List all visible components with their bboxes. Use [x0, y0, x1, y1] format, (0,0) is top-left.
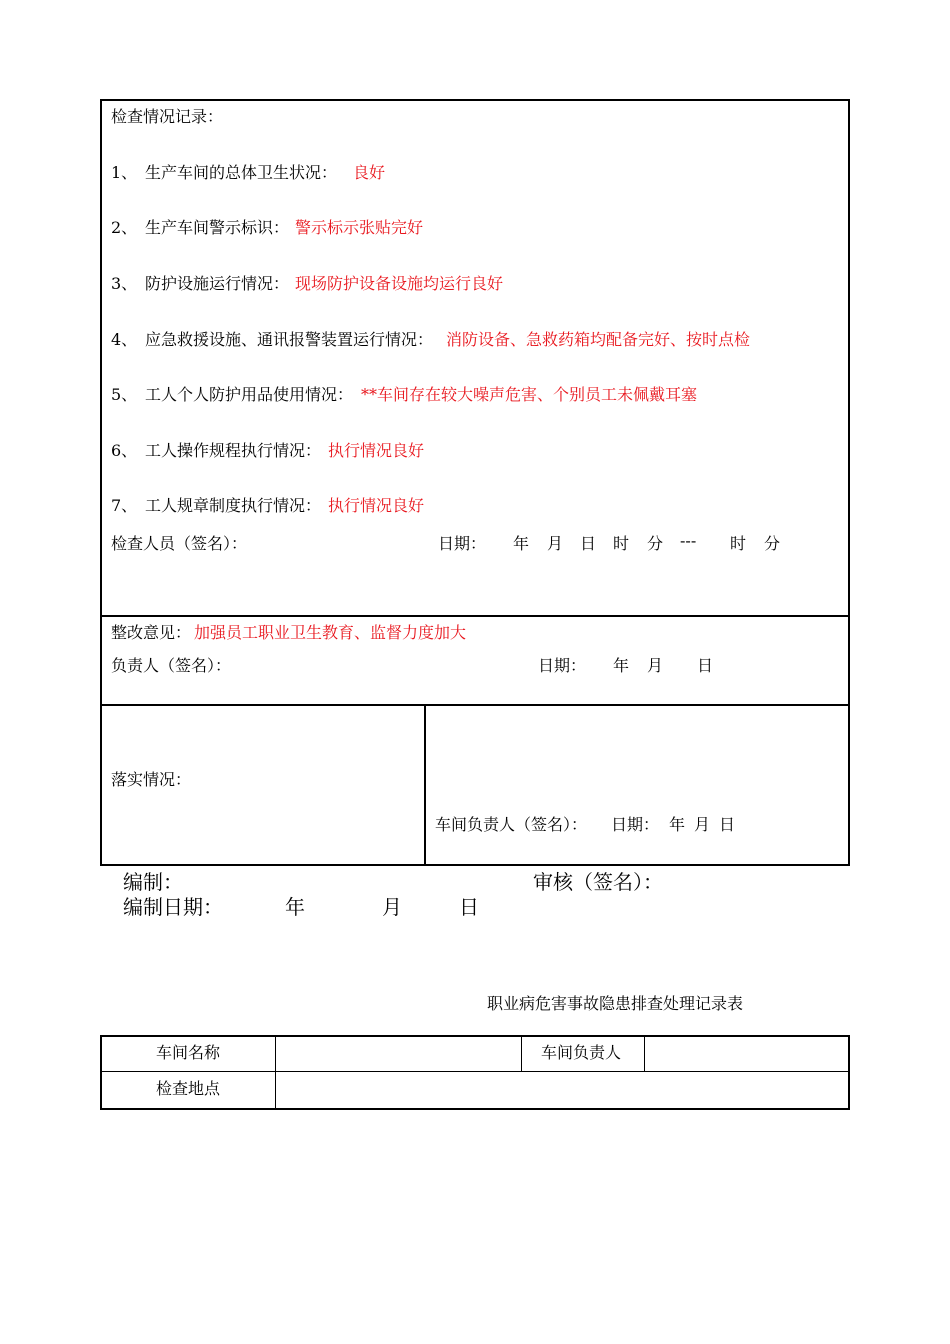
- implementation-day: 日: [719, 815, 736, 834]
- item-label: 工人规章制度执行情况：: [145, 496, 322, 515]
- form-col-divider-3: [644, 1036, 645, 1071]
- compile-year: 年: [285, 895, 305, 919]
- workshop-head-label: 车间负责人: [541, 1043, 622, 1062]
- reviewer-label: 审核（签名）：: [533, 870, 663, 894]
- col-divider: [424, 704, 426, 866]
- workshop-name-label: 车间名称: [156, 1043, 221, 1062]
- date-minute-end: 分: [764, 534, 781, 553]
- compile-month: 月: [382, 895, 402, 919]
- rectification-date-label: 日期：: [538, 656, 587, 675]
- item-number: 7、: [111, 496, 138, 515]
- item-number: 5、: [111, 385, 138, 404]
- item-value: 警示标示张贴完好: [295, 218, 424, 237]
- item-label: 生产车间警示标识：: [145, 218, 290, 237]
- item-label: 生产车间的总体卫生状况：: [145, 163, 338, 182]
- item-label: 工人个人防护用品使用情况：: [145, 385, 354, 404]
- inspector-signature-label: 检查人员（签名）：: [111, 534, 248, 553]
- item-value: 执行情况良好: [328, 441, 425, 460]
- rectification-value: 加强员工职业卫生教育、监督力度加大: [194, 623, 467, 642]
- item-number: 2、: [111, 218, 138, 237]
- compiler-label: 编制：: [123, 870, 183, 894]
- workshop-head-signature-label: 车间负责人（签名）：: [435, 815, 588, 834]
- implementation-month: 月: [694, 815, 711, 834]
- item-value: **车间存在较大噪声危害、个别员工未佩戴耳塞: [361, 385, 698, 404]
- date-minute: 分: [647, 534, 664, 553]
- row-divider-2: [100, 704, 850, 706]
- form-title: 职业病危害事故隐患排查处理记录表: [487, 994, 744, 1013]
- implementation-year: 年: [669, 815, 686, 834]
- form-row-divider: [101, 1071, 849, 1072]
- compile-day: 日: [459, 895, 479, 919]
- form-col-divider-1: [275, 1036, 276, 1109]
- item-number: 3、: [111, 274, 138, 293]
- compile-date-label: 编制日期：: [123, 895, 223, 919]
- implementation-label: 落实情况：: [111, 770, 192, 789]
- form-col-divider-2: [521, 1036, 522, 1071]
- date-hour-end: 时: [730, 534, 747, 553]
- row-divider-1: [100, 615, 850, 617]
- inspection-date-label: 日期：: [438, 534, 487, 553]
- date-day: 日: [580, 534, 597, 553]
- rectification-year: 年: [613, 656, 630, 675]
- item-number: 1、: [111, 163, 138, 182]
- item-value: 良好: [353, 163, 386, 182]
- date-dash: ---: [680, 531, 697, 550]
- item-label: 应急救援设施、通讯报警装置运行情况：: [145, 330, 434, 349]
- inspection-site-label: 检查地点: [156, 1079, 221, 1098]
- date-hour: 时: [613, 534, 630, 553]
- inspection-heading: 检查情况记录：: [111, 107, 224, 126]
- item-value: 现场防护设备设施均运行良好: [295, 274, 504, 293]
- date-month: 月: [547, 534, 564, 553]
- date-year: 年: [513, 534, 530, 553]
- item-number: 6、: [111, 441, 138, 460]
- item-label: 工人操作规程执行情况：: [145, 441, 322, 460]
- responsible-signature-label: 负责人（签名）：: [111, 656, 232, 675]
- rectification-month: 月: [647, 656, 664, 675]
- implementation-date-label: 日期：: [611, 815, 660, 834]
- rectification-label: 整改意见：: [111, 623, 192, 642]
- item-label: 防护设施运行情况：: [145, 274, 290, 293]
- item-value: 消防设备、急救药箱均配备完好、按时点检: [446, 330, 751, 349]
- rectification-day: 日: [697, 656, 714, 675]
- item-value: 执行情况良好: [328, 496, 425, 515]
- item-number: 4、: [111, 330, 138, 349]
